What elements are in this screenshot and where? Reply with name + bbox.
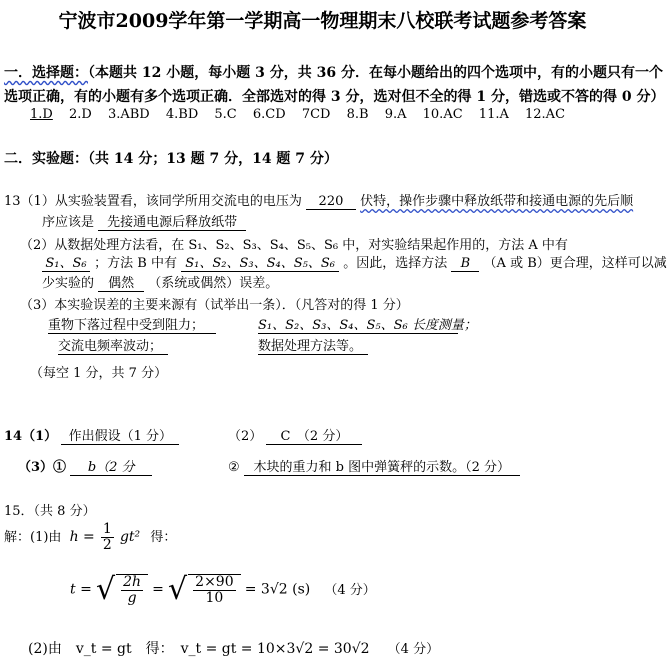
answer-item: 1.D [30, 107, 53, 122]
q15-text: 得： [150, 530, 177, 545]
q14-label: （3）① [18, 460, 67, 475]
q13-error-answer-1 [48, 314, 216, 334]
fraction-numerator: 2h [123, 574, 142, 590]
answer-item: 12.AC [525, 107, 566, 122]
q13-text: 。因此，选择方法 [343, 256, 448, 271]
q13-part2-line3 [42, 272, 278, 292]
fraction-numerator: 1 [102, 521, 112, 537]
q13-error-answer-3 [58, 335, 168, 355]
section2-heading: 二．实验题：（共 14 分；13 题 7 分，14 题 7 分） [4, 151, 338, 167]
q13-voltage-answer: 220 [306, 194, 356, 210]
q14-answer-4: 木块的重力和 b 图中弹簧秤的示数。（2 分） [244, 456, 520, 476]
q15-text: 解：(1)由 [4, 530, 62, 545]
q15-heading: 15．（共 8 分） [4, 504, 96, 519]
q13-error-answer-4 [258, 335, 368, 355]
formula-t-lhs: t = [70, 581, 92, 598]
fraction-180-over-10 [193, 575, 235, 606]
section1-instructions-1: （本题共 12 小题，每小题 3 分，共 36 分．在每小题给出的四个选项中，有的小题只有一个 [88, 65, 663, 81]
fraction-denominator: 10 [205, 590, 224, 606]
q13-part2-line2 [42, 252, 667, 272]
formula-time-result: = 3√2 (s) [244, 581, 311, 598]
q13-text: （A 或 B）更合理，这样可以减 [483, 256, 667, 271]
q13-text: 少实验的 [42, 276, 95, 291]
equals-sign: = [152, 581, 164, 598]
fraction-denominator: g [127, 590, 137, 606]
answer-row [30, 107, 565, 122]
q13-text: ；方法 B 中有 [94, 256, 177, 271]
formula-gt-squared: gt² [119, 529, 141, 545]
formula-h-lhs: h = [69, 529, 95, 545]
section1-heading-line1 [4, 62, 663, 82]
fraction-one-half [101, 522, 114, 553]
q13-score: （每空 1 分，共 7 分） [30, 366, 168, 381]
q13-text: 交流电频率波动； [58, 335, 168, 355]
section1-heading: 一．选择题： [4, 65, 88, 81]
q13-text: （系统或偶然）误差。 [148, 276, 279, 291]
q14-label: 14（1） [4, 429, 58, 444]
fraction-numerator: 2×90 [195, 574, 234, 590]
q13-text: 重物下落过程中受到阻力； [48, 314, 216, 334]
answer-item: 4.BD [165, 107, 199, 122]
sqrt-body [188, 574, 240, 606]
formula-velocity: (2)由 v_t = gt 得： v_t = gt = 10×3√2 = 30√2 [28, 641, 370, 657]
fraction-2h-over-g [121, 575, 143, 606]
q13-text: 13（1）从实验装置看，该同学所用交流电的电压为 [4, 194, 302, 209]
q13-error-answer-2 [258, 314, 477, 334]
q13-method-b-answer: S₁、S₂、S₃、S₄、S₅、S₆ [181, 252, 339, 272]
q14-label: ② [228, 460, 240, 475]
q13-text: 数据处理方法等。 [258, 335, 368, 355]
q13-order-answer: 先接通电源后释放纸带 [98, 211, 246, 231]
answer-item: 2.D [68, 107, 92, 122]
q14-answer-3: b（2 分 [70, 456, 152, 476]
q13-part1-line1 [4, 190, 633, 210]
q15-step1 [4, 522, 176, 553]
q14-label: （2） [228, 429, 263, 444]
answer-item: 11.A [478, 107, 509, 122]
q14-row1 [4, 425, 179, 445]
q13-text: 伏特，操作步骤中释放纸带和接通电源的先后顺 [360, 194, 634, 209]
sqrt-symbol-icon: √ [168, 572, 188, 607]
q15-formula-time [70, 574, 376, 606]
fraction-denominator: 2 [102, 537, 112, 553]
answer-item: 6.CD [252, 107, 286, 122]
q13-text: 序应该是 [42, 215, 95, 230]
answer-item: 10.AC [422, 107, 463, 122]
answer-item: 8.B [346, 107, 369, 122]
q14-row2 [18, 456, 152, 476]
section1-instructions-2: 选项正确，有的小题有多个选项正确．全部选对的得 3 分，选对但不全的得 1 分，错选或不答的得 0 分） [4, 89, 665, 105]
q13-method-a-answer: S₁、S₆ [42, 252, 90, 272]
q14-answer-1: 作出假设（1 分） [61, 425, 179, 445]
q15-score: （4 分） [387, 642, 440, 657]
sqrt-symbol-icon: √ [95, 572, 116, 607]
q13-text: S₁、S₂、S₃、S₄、S₅、S₆ 长度测量； [258, 314, 458, 334]
q14-row1-right [228, 425, 362, 445]
q14-answer-2: C （2 分） [266, 425, 362, 445]
answer-item: 3.ABD [107, 107, 150, 122]
q15-score: （4 分） [324, 582, 376, 598]
q14-row2-right [228, 456, 520, 476]
q13-part3-line1: （3）本实验误差的主要来源有（试举出一条）．（凡答对的得 1 分） [20, 298, 409, 313]
answer-item: 9.A [384, 107, 407, 122]
q13-part1-line2 [42, 211, 246, 231]
q13-part2-line1: （2）从数据处理方法看，在 S₁、S₂、S₃、S₄、S₅、S₆ 中，对实验结果起作用的，方法 A 中有 [20, 238, 568, 253]
answer-item: 7CD [301, 107, 331, 122]
q13-method-choice-answer: B [451, 256, 479, 272]
q13-error-type-answer: 偶然 [98, 272, 144, 292]
q15-step2 [28, 638, 439, 658]
answer-item: 5.C [214, 107, 237, 122]
sqrt-body [116, 574, 148, 606]
page-title: 宁波市2009学年第一学期高一物理期末八校联考试题参考答案 [58, 10, 587, 32]
